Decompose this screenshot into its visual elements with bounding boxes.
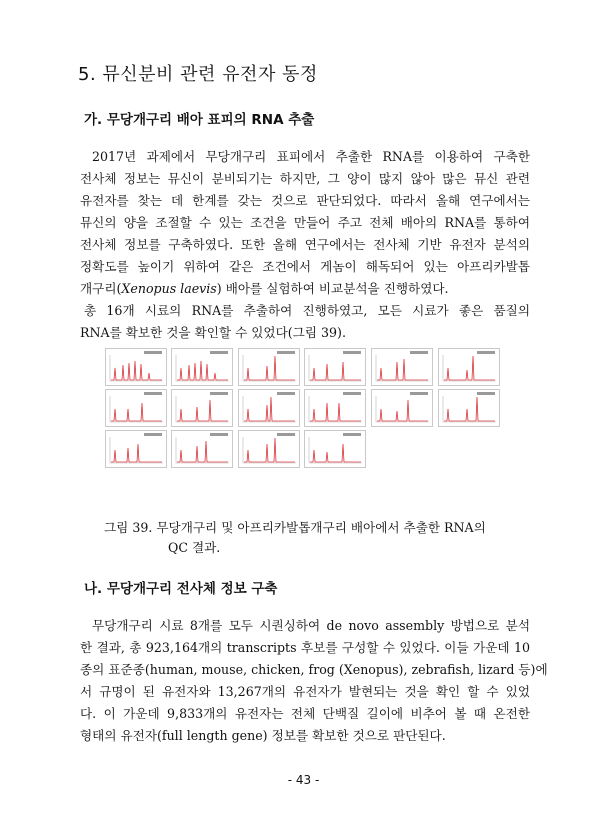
paragraph-line: 형태의 유전자(full length gene) 정보를 확보한 것으로 판단된다. — [80, 728, 446, 743]
electropherogram-thumbnail — [238, 430, 300, 468]
paragraph-line: 정확도를 높이기 위하여 같은 조건에서 게놈이 해독되어 있는 아프리카발톱 — [80, 259, 530, 274]
electropherogram-thumbnail — [371, 348, 433, 386]
paragraph-transcriptome — [80, 615, 548, 747]
text-fragment: ) 배아를 실험하여 비교분석을 진행하였다. — [216, 281, 449, 296]
electropherogram-thumbnail — [105, 389, 167, 427]
electropherogram-thumbnail — [238, 348, 300, 386]
species-name: Xenopus laevis — [121, 281, 217, 296]
paragraph-line: 2017년 과제에서 무당개구리 표피에서 추출한 RNA를 이용하여 구축한 — [92, 149, 530, 164]
electropherogram-thumbnail — [371, 389, 433, 427]
paragraph-line: 총 16개 시료의 RNA를 추출하여 진행하였고, 모든 시료가 좋은 품질의 — [84, 303, 530, 318]
electropherogram-thumbnail — [105, 430, 167, 468]
paragraph-line: 전사체 정보를 구축하였다. 또한 올해 연구에서는 전사체 기반 유전자 분석의 — [80, 237, 530, 252]
paragraph-line: 유전자를 찾는 데 한계를 갖는 것으로 판단되었다. 따라서 올해 연구에서는 — [80, 193, 530, 208]
page-number: - 43 - — [287, 773, 320, 787]
electropherogram-thumbnail — [171, 430, 233, 468]
electropherogram-thumbnail — [304, 430, 366, 468]
caption-line: QC 결과. — [168, 540, 221, 555]
paragraph-line: 전사체 정보는 뮤신이 분비되기는 하지만, 그 양이 많지 않아 많은 뮤신 관련 — [80, 171, 530, 186]
electropherogram-thumbnail — [304, 389, 366, 427]
electropherogram-thumbnail — [438, 348, 500, 386]
subsection-title-b: 나. 무당개구리 전사체 정보 구축 — [84, 581, 278, 597]
electropherogram-thumbnail — [171, 389, 233, 427]
figure-caption — [104, 518, 486, 558]
electropherogram-thumbnail — [438, 389, 500, 427]
section-title: 5. 뮤신분비 관련 유전자 동정 — [78, 64, 318, 85]
paragraph-line — [80, 278, 530, 300]
caption-line: 그림 39. 무당개구리 및 아프리카발톱개구리 배아에서 추출한 RNA의 — [104, 520, 486, 535]
rna-qc-figure — [105, 348, 507, 508]
paragraph-line: 다. 이 가운데 9,833개의 유전자는 전체 단백질 길이에 비추어 볼 때 온전한 — [80, 706, 530, 721]
electropherogram-thumbnail — [171, 348, 233, 386]
electropherogram-thumbnail — [105, 348, 167, 386]
paragraph-line: 뮤신의 양을 조절할 수 있는 조건을 만들어 주고 전체 배아의 RNA를 통하여 — [80, 215, 530, 230]
electropherogram-thumbnail — [238, 389, 300, 427]
paragraph-rna-extraction — [80, 146, 530, 344]
text-fragment: 개구리( — [80, 281, 122, 296]
paragraph-line: 한 결과, 총 923,164개의 transcripts 후보를 구성할 수 있었다. 이들 가운데 10 — [80, 640, 530, 655]
electropherogram-thumbnail — [304, 348, 366, 386]
paragraph-line: RNA를 확보한 것을 확인할 수 있었다(그림 39). — [80, 325, 346, 340]
paragraph-line: 무당개구리 시료 8개를 모두 시퀀싱하여 de novo assembly 방법으로 분석 — [92, 618, 530, 633]
paragraph-line: 서 규명이 된 유전자와 13,267개의 유전자가 발현되는 것을 확인 할 수 있었 — [80, 684, 530, 699]
paragraph-line: 종의 표준종(human, mouse, chicken, frog (Xenopus), zebrafish, lizard 등)에 — [80, 662, 548, 677]
subsection-title-a: 가. 무당개구리 배아 표피의 RNA 추출 — [84, 112, 315, 128]
